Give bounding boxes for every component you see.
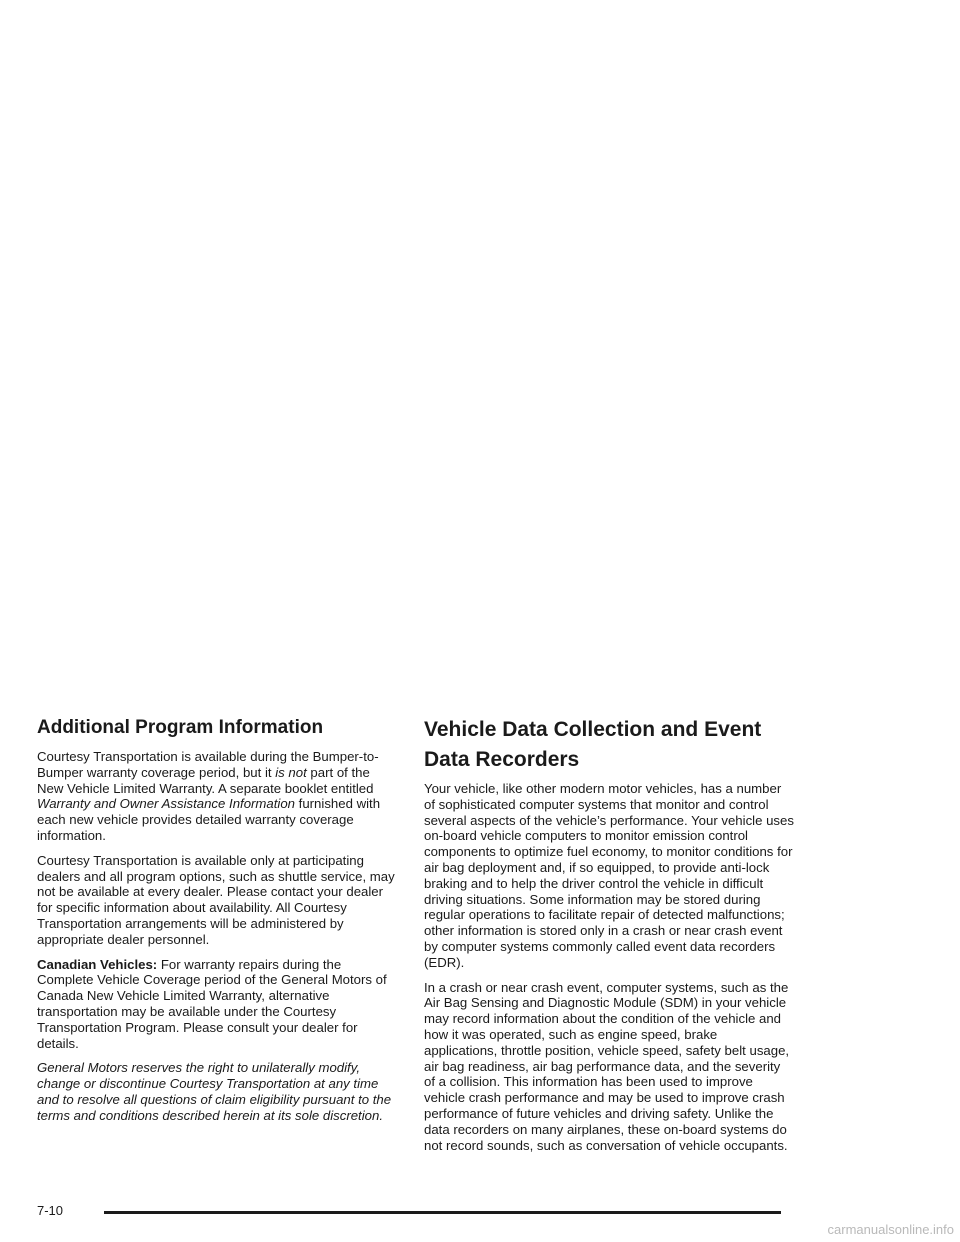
text-run: Courtesy Transportation is available during the Bumper-to-Bumper warranty coverage period, but it xyxy=(37,749,379,780)
right-column xyxy=(424,715,794,1162)
paragraph-participating-dealers: Courtesy Transportation is available only at participating dealers and all program options, such as shuttle service, may not be available at every dealer. Please contact your dealer for specific information about availability. All Courtesy Transportation arrangements will be administered by appropriate dealer personnel. xyxy=(37,852,395,947)
paragraph-canadian-vehicles xyxy=(37,957,397,1052)
paragraph-crash-event: In a crash or near crash event, computer systems, such as the Air Bag Sensing and Diagnostic Module (SDM) in your vehicle may record information about the condition of the vehicle and how it was operated, such as engine speed, brake applications, throttle position, vehicle speed, safety belt usage, air bag readiness, air bag performance data, and the severity of a collision. This information has been used to improve vehicle crash performance and may be used to improve crash performance of future vehicles and driving safety. Unlike the data recorders on many airplanes, these on-board systems do not record sounds, such as conversation of vehicle occupants. xyxy=(424,979,790,1153)
text-run: For warranty repairs during the Complete Vehicle Coverage period of the General Motors of Canada New Vehicle Limited Warranty, alternative transportation may be available under the Courtesy Transportation Program. Please consult your dealer for details. xyxy=(37,956,387,1051)
paragraph-gm-disclaimer: General Motors reserves the right to unilaterally modify, change or discontinue Courtesy Transportation at any time and to resolve all questions of claim eligibility pursuant to the terms and conditions described herein at its sole discretion. xyxy=(37,1060,392,1123)
paragraph-computer-systems: Your vehicle, like other modern motor vehicles, has a number of sophisticated computer systems that monitor and control several aspects of the vehicle’s performance. Your vehicle uses on-board vehicle computers to monitor emission control components to optimize fuel economy, to monitor conditions for air bag deployment and, if so equipped, to provide anti-lock braking and to help the driver control the vehicle in difficult driving situations. Some information may be stored during regular operations to facilitate repair of detected malfunctions; other information is stored only in a crash or near crash event by computer systems commonly called event data recorders (EDR). xyxy=(424,781,794,970)
page-number: 7-10 xyxy=(37,1203,64,1218)
section-heading-vehicle-data: Vehicle Data Collection and Event Data Recorders xyxy=(424,718,762,771)
section-heading-additional-program: Additional Program Information xyxy=(37,717,324,738)
text-run: part of the New Vehicle Limited Warranty. A separate booklet entitled xyxy=(37,764,374,796)
lead-canadian-vehicles: Canadian Vehicles: xyxy=(37,956,158,972)
paragraph-availability xyxy=(37,749,397,844)
watermark: carmanualsonline.info xyxy=(827,1222,954,1237)
booklet-title: Warranty and Owner Assistance Information xyxy=(37,796,295,812)
footer-rule xyxy=(104,1211,781,1214)
emphasis-is-not: is not xyxy=(275,764,307,780)
text-run: furnished with each new vehicle provides detailed warranty coverage information. xyxy=(37,796,381,843)
left-column xyxy=(37,715,397,1133)
